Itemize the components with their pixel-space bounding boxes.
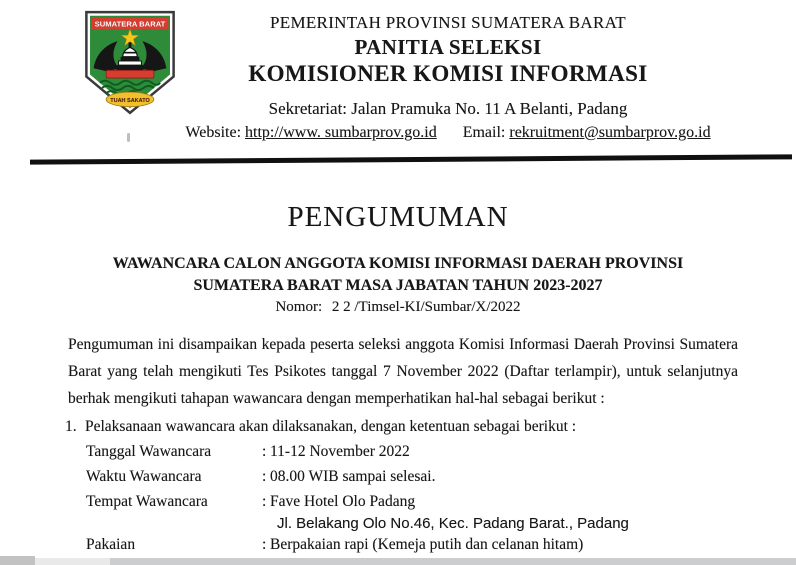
base-band bbox=[106, 70, 154, 78]
tower-tier-2 bbox=[119, 61, 142, 65]
organization-name: KOMISIONER KOMISI INFORMASI bbox=[248, 61, 648, 86]
row-label: Tempat Wawancara bbox=[86, 493, 208, 510]
top-banner-label: SUMATERA BARAT bbox=[94, 19, 166, 29]
schedule-row-date bbox=[86, 439, 796, 464]
scan-artifact bbox=[127, 133, 130, 142]
contact-line bbox=[100, 122, 796, 144]
row-value: Berpakaian rapi (Kemeja putih dan celanan hitam) bbox=[270, 536, 584, 553]
page-bottom-edge-highlight bbox=[35, 558, 110, 565]
row-separator: : bbox=[262, 468, 267, 485]
letterhead-text bbox=[100, 0, 796, 144]
page-bottom-edge bbox=[0, 558, 796, 565]
list-item-text: Pelaksanaan wawancara akan dilaksanakan, dengan ketentuan sebagai berikut : bbox=[85, 418, 577, 435]
email-label: Email: bbox=[462, 124, 506, 141]
page-bottom-edge-corner bbox=[0, 556, 35, 565]
list-item-number: 1. bbox=[65, 418, 77, 435]
row-label: Tanggal Wawancara bbox=[86, 443, 212, 460]
announcement-number bbox=[0, 297, 796, 317]
schedule-row-venue bbox=[86, 489, 796, 514]
letterhead bbox=[0, 0, 796, 148]
sumbar-provincial-emblem bbox=[78, 8, 182, 116]
interview-schedule bbox=[86, 439, 796, 556]
list-item-1 bbox=[65, 414, 748, 439]
row-value: 08.00 WIB sampai selesai. bbox=[270, 468, 436, 485]
schedule-row-venue-address bbox=[86, 514, 796, 534]
letterhead-divider bbox=[30, 154, 792, 164]
row-value: 11-12 November 2022 bbox=[270, 443, 410, 460]
website-url: http://www. sumbarprov.go.id bbox=[245, 124, 437, 141]
announcement-subject bbox=[0, 253, 796, 297]
announcement-heading: PENGUMUMAN bbox=[287, 201, 509, 233]
coat-of-arms-icon bbox=[78, 8, 182, 116]
committee-name: PANITIA SELEKSI bbox=[354, 35, 542, 59]
secretariat-address: Sekretariat: Jalan Pramuka No. 11 A Belanti, Padang bbox=[268, 99, 628, 118]
tower-tier-3 bbox=[117, 65, 144, 70]
number-label: Nomor: bbox=[275, 299, 323, 315]
row-separator: : bbox=[262, 443, 267, 460]
email-address: rekruitment@sumbarprov.go.id bbox=[509, 124, 711, 141]
number-value: 2 2 /Timsel-KI/Sumbar/X/2022 bbox=[331, 299, 521, 315]
row-separator: : bbox=[262, 536, 267, 553]
schedule-row-dresscode bbox=[86, 534, 796, 556]
row-value: Jl. Belakang Olo No.46, Kec. Padang Barat., Padang bbox=[277, 515, 629, 532]
schedule-row-time bbox=[86, 464, 796, 489]
row-label: Waktu Wawancara bbox=[86, 468, 202, 485]
row-value: Fave Hotel Olo Padang bbox=[270, 493, 416, 510]
bottom-scroll-label: TUAH SAKATO bbox=[110, 97, 150, 104]
government-name: PEMERINTAH PROVINSI SUMATERA BARAT bbox=[270, 13, 626, 32]
row-label: Pakaian bbox=[86, 536, 136, 553]
subject-line-2: SUMATERA BARAT MASA JABATAN TAHUN 2023-2027 bbox=[193, 277, 603, 294]
row-separator: : bbox=[262, 493, 267, 510]
tower-tier-1 bbox=[121, 57, 140, 61]
subject-line-1: WAWANCARA CALON ANGGOTA KOMISI INFORMASI DAERAH PROVINSI bbox=[112, 255, 684, 272]
website-label: Website: bbox=[185, 124, 242, 141]
intro-paragraph: Pengumuman ini disampaikan kepada peserta seleksi anggota Komisi Informasi Daerah Provinsi Sumatera Barat yang telah mengikuti Tes Psikotes tanggal 7 November 2022 (Daftar terlampir), untuk selanjutnya berhak mengikuti tahapan wawancara dengan memperhatikan hal-hal sebagai berikut : bbox=[68, 336, 738, 407]
